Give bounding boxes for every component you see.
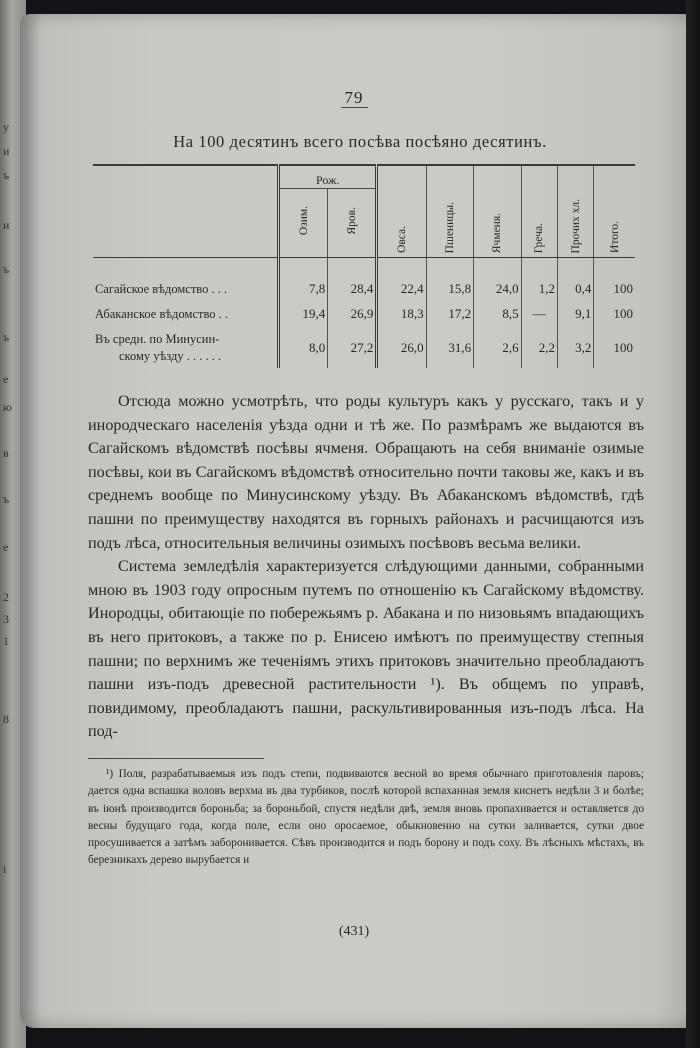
left-page-fragment: ъ: [3, 492, 10, 506]
table-cell: 1,2: [521, 258, 557, 301]
left-page-fragment: и: [3, 144, 10, 158]
left-page-fragment: ю: [3, 400, 12, 414]
table-cell: 8,5: [474, 300, 522, 328]
col-header-oats: Овса.: [377, 165, 426, 258]
table-cell: 100: [594, 300, 635, 328]
left-page-fragment: ъ: [3, 262, 10, 276]
left-page-fragment: 2: [3, 590, 9, 604]
col-header-total: Итого.: [594, 165, 635, 258]
left-page-fragment: е: [3, 540, 9, 554]
col-header-buckwheat: Греча.: [521, 165, 557, 258]
left-page-fragment: ъ: [3, 168, 10, 182]
row-label: [93, 328, 279, 368]
page-number-text: 79: [341, 88, 368, 108]
right-background-edge: [686, 0, 700, 1048]
left-page-fragment: 8: [3, 712, 9, 726]
col-header-spring-rye: Яров.: [328, 189, 377, 258]
left-page-fragment: е: [3, 372, 9, 386]
table-cell: 18,3: [377, 300, 426, 328]
left-page-fragment: у: [3, 120, 9, 134]
table-cell: 7,8: [279, 258, 328, 301]
table-cell: 17,2: [426, 300, 474, 328]
table-cell: 9,1: [557, 300, 593, 328]
footer-page-number: (431): [338, 924, 370, 939]
table-cell: 3,2: [557, 328, 593, 368]
left-page-fragment: 1: [3, 634, 9, 648]
page-number: [20, 88, 688, 108]
left-page-fragment: ъ: [3, 330, 10, 344]
table-cell: 2,6: [474, 328, 522, 368]
col-header-wheat: Пшеницы.: [426, 165, 474, 258]
table-cell: 28,4: [328, 258, 377, 301]
table-cell: 26,9: [328, 300, 377, 328]
rye-group-header: Рож.: [279, 165, 377, 189]
body-text: [88, 390, 644, 744]
table-cell: 19,4: [279, 300, 328, 328]
table-cell: 24,0: [474, 258, 522, 301]
footnote-text: ¹) Поля, разрабатываемыя изъ подъ степи, подвиваются весной во время обычнаго приготовленія паровъ; дается одна вспашка воловъ верхма въ два турбиков, послѣ которой вспаханная земля киснетъ недѣли 3 и болѣе; въ іюнѣ производится бороньба; за бороньбой, спустя недѣли двѣ, земля вновь пропахивается и оставляется до весны будущаго года, когда поле, если оно оросаемое, обыкновенно на сутки заливается, сутки двое просушивается а затѣмъ заборонивается. Сѣвъ производится и подъ борону и подъ соху. Въ лѣсныхъ мѣстахъ, въ березникахъ дерево вырубается и: [88, 768, 644, 867]
table-row: [93, 300, 635, 328]
table-cell: 0,4: [557, 258, 593, 301]
table-cell: 27,2: [328, 328, 377, 368]
table-row: [93, 328, 635, 368]
col-header-other-grains: Прочих хл.: [557, 165, 593, 258]
footnote-divider: [88, 758, 264, 759]
paragraph: Система земледѣлія характеризуется слѣдующими данными, собранными мною въ 1903 году опросным путемъ по отношенію къ Сагайскому вѣдомству. Инородцы, обитающіе по побережьямъ р. Абакана и по низовьямъ впадающихъ въ него притоковъ, а также по р. Енисею имѣютъ по преимуществу степныя пашни; по верхнимъ же теченіямъ этихъ притоковъ значительно преобладаютъ пашни изъ-подъ древесной растительности ¹). Въ общемъ по управѣ, повидимому, преобладаютъ пашни, раскультивированныя изъ-подъ лѣса. На под-: [88, 557, 644, 741]
table-cell: 22,4: [377, 258, 426, 301]
left-page-fragment: 3: [3, 612, 9, 626]
paragraph: Отсюда можно усмотрѣть, что роды культуръ какъ у русскаго, такъ и у инородческаго населенія уѣзда одни и тѣ же. По размѣрамъ же выдаются въ Сагайскомъ вѣдомствѣ посѣвы ячменя. Обращають на себя вниманіе озимые посѣвы, кои въ Сагайскомъ вѣдомствѣ относительно почти таковы же, какъ и въ среднемъ вообще по Минусинскому уѣзду. Въ Абаканскомъ вѣдомствѣ, гдѣ пашни по преимуществу находятся въ горныхъ районахъ и расчищаются изъ подъ лѣса, относительныя величины озимыхъ посѣвовъ весьма велики.: [88, 392, 644, 552]
book-page: [20, 14, 688, 1028]
table-cell: 26,0: [377, 328, 426, 368]
statistics-table: [93, 164, 635, 368]
footnote: [88, 766, 644, 870]
col-header-winter-rye: Озим.: [279, 189, 328, 258]
row-label-line: скому уѣзду . . . . . .: [119, 349, 222, 363]
table-cell: 8,0: [279, 328, 328, 368]
left-page-fragment: в: [3, 446, 9, 460]
table-cell: 15,8: [426, 258, 474, 301]
table-cell: 31,6: [426, 328, 474, 368]
table-cell: 100: [594, 258, 635, 301]
left-page-fragment: і: [3, 862, 7, 876]
table-title: На 100 десятинъ всего посѣва посѣяно десятинъ.: [173, 132, 547, 151]
row-label-line: Въ средн. по Минусин-: [95, 332, 220, 346]
table-cell: 2,2: [521, 328, 557, 368]
table-cell: 100: [594, 328, 635, 368]
table-cell: —: [521, 300, 557, 328]
left-page-fragment: и: [3, 218, 10, 232]
row-label: Абаканское вѣдомство . .: [95, 306, 229, 321]
row-label: Сагайское вѣдомство . . .: [95, 281, 228, 296]
table-stub-header: [93, 165, 279, 258]
table-row: [93, 258, 635, 301]
table-header-row: [93, 165, 635, 189]
col-header-barley: Ячменя.: [474, 165, 522, 258]
